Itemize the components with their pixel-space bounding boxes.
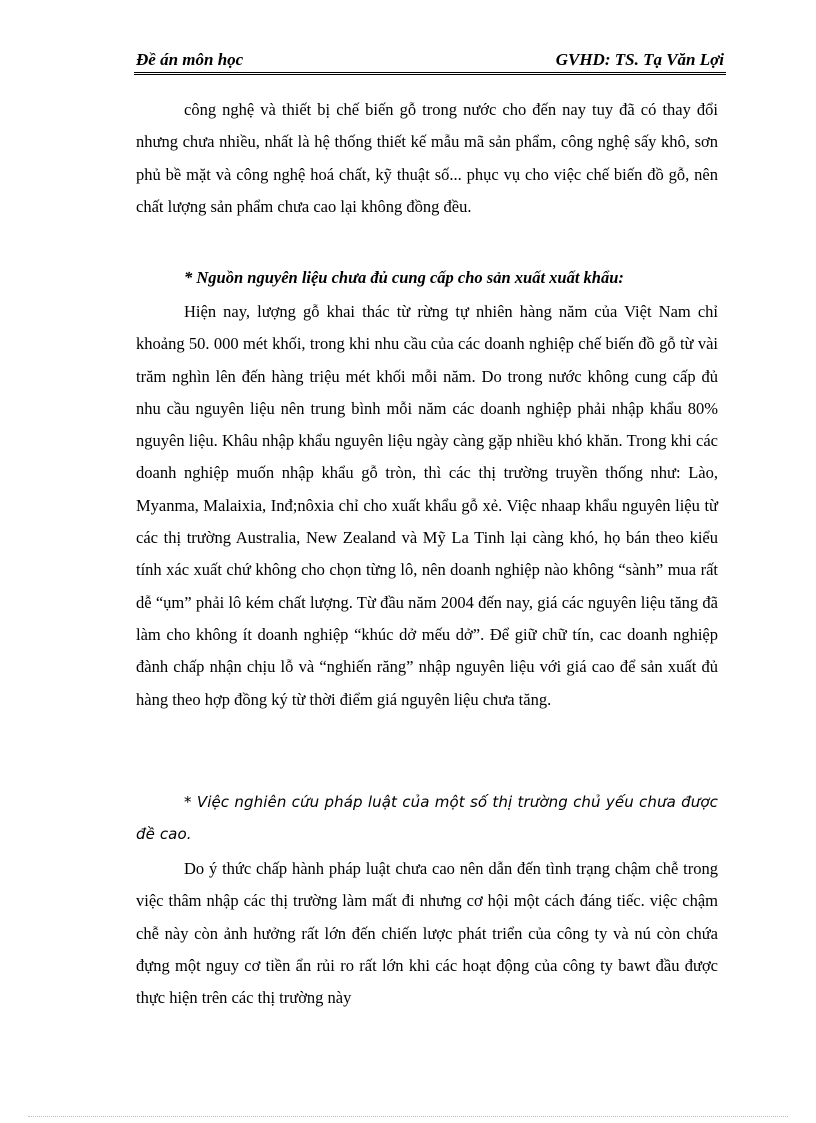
page-header [134,48,726,75]
page-footer-rule [28,1116,788,1117]
header-supervisor: GVHD: TS. Tạ Văn Lợi [555,50,724,69]
paragraph-technology: công nghệ và thiết bị chế biến gỗ trong nước cho đến nay tuy đã có thay đổi nhưng chưa nhiều, nhất là hệ thống thiết kế mẫu mã sản phẩm, công nghệ sấy khô, sơn phủ bề mặt và công nghệ hoá chất, kỹ thuật số... phục vụ cho việc chế biến đồ gỗ, nên chất lượng sản phẩm chưa cao lại không đồng đều. [136,100,718,216]
heading-raw-materials: * Nguồn nguyên liệu chưa đủ cung cấp cho sản xuất xuất khẩu: [184,268,624,287]
paragraph-law-compliance: Do ý thức chấp hành pháp luật chưa cao nên dẫn đến tình trạng chậm chễ trong việc thâm nhập các thị trường làm mất đi nhưng cơ hội một cách đáng tiếc. việc chậm chễ này còn ảnh hưởng rất lớn đến chiến lược phát triển của công ty và nú còn chứa đựng một nguy cơ tiền ẩn rủi ro rất lớn khi các hoạt động của công ty bawt đầu được thực hiện trên các thị trường này [136,859,718,1008]
paragraph-raw-materials: Hiện nay, lượng gỗ khai thác từ rừng tự nhiên hàng năm của Việt Nam chỉ khoảng 50. 000 mét khối, trong khi nhu cầu của các doanh nghiệp chế biến đồ gỗ từ vài trăm nghìn lên đến hàng triệu mét khối mỗi năm. Do trong nước không cung cấp đủ nhu cầu nguyên liệu nên trung bình mỗi năm các doanh nghiệp phải nhập khẩu 80% nguyên liệu. Khâu nhập khẩu nguyên liệu ngày càng gặp nhiều khó khăn. Trong khi các doanh nghiệp muốn nhập khẩu gỗ tròn, thì các thị trường truyền thống như: Lào, Myanma, Malaixia, Inđ;nôxia chỉ cho xuất khẩu gỗ xẻ. Việc nhaap khẩu nguyên liệu từ các thị trường Australia, New Zealand và Mỹ La Tinh lại càng khó, họ bán theo kiểu tính xác xuất chứ không cho chọn từng lô, nên doanh nghiệp nào không “sành” mua rất dễ “ụm” phải lô kém chất lượng. Từ đầu năm 2004 đến nay, giá các nguyên liệu tăng đã làm cho không ít doanh nghiệp “khúc dở mếu dở”. Để giữ chữ tín, cac doanh nghiệp đành chấp nhận chịu lỗ và “nghiến răng” nhập nguyên liệu với giá cao để sản xuất đủ hàng theo hợp đồng ký từ thời điểm giá nguyên liệu chưa tăng. [136,302,718,709]
heading-law-research: * Việc nghiên cứu pháp luật của một số thị trường chủ yếu chưa được đề cao. [136,793,718,843]
header-course-title: Đề án môn học [136,50,244,69]
